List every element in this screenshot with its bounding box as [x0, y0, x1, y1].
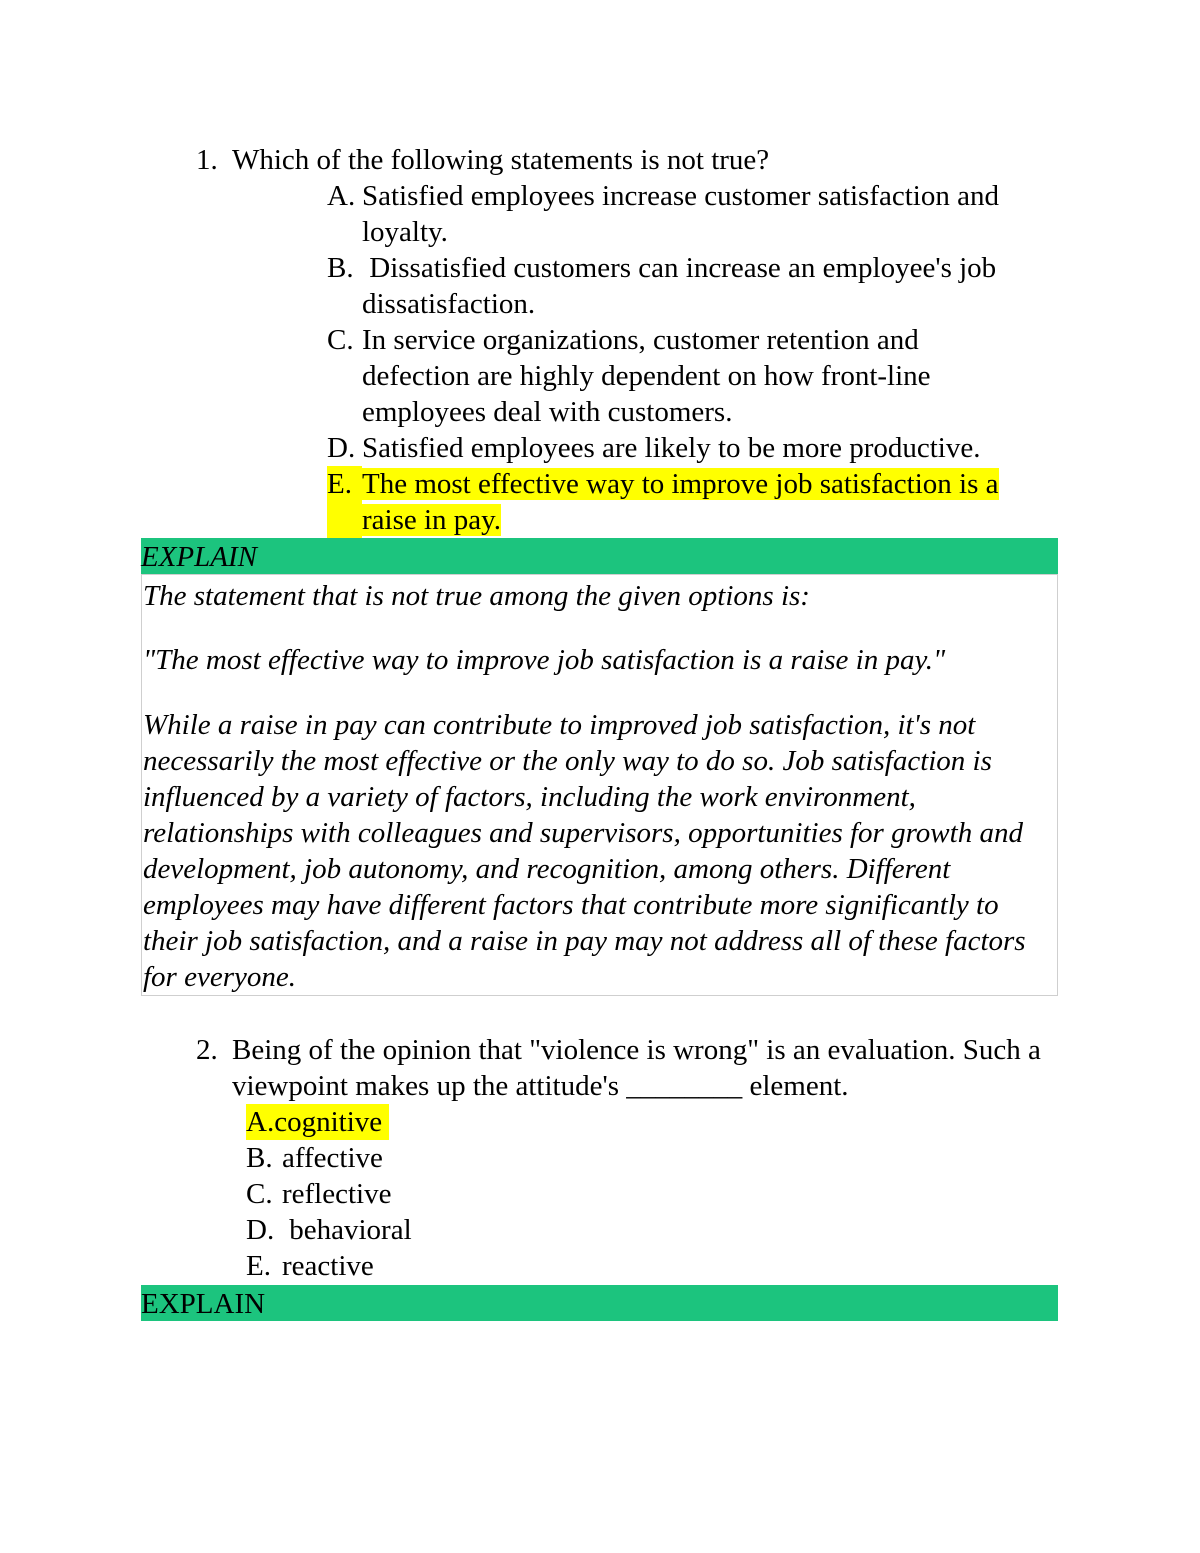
highlighted-answer: The most effective way to improve job satisfaction is a raise in pay.	[362, 468, 999, 536]
explanation-paragraph: While a raise in pay can contribute to improved job satisfaction, it's not necessarily the most effective or the only way to do so. Job satisfaction is influenced by a variety of factors, including the work environment, relationships with colleagues and supervisors, opportunities for growth and development, job autonomy, and recognition, among others. Different employees may have different factors that contribute more significantly to their job satisfaction, and a raise in pay may not address all of these factors for everyone.	[143, 709, 1026, 993]
explain-header-2: EXPLAIN	[141, 1285, 1058, 1321]
option-text: reflective	[282, 1178, 392, 1210]
option-2e	[246, 1248, 1066, 1284]
question-2-options	[246, 1104, 1066, 1284]
option-letter: E.	[246, 1250, 271, 1282]
option-2d	[246, 1212, 1066, 1248]
explanation-paragraph: The statement that is not true among the given options is:	[143, 580, 810, 612]
option-text: Satisfied employees increase customer satisfaction and loyalty.	[362, 180, 999, 248]
question-1-number: 1.	[196, 144, 218, 176]
option-letter: C.	[246, 1178, 273, 1210]
option-letter: A.	[327, 180, 356, 212]
question-2	[196, 1032, 1066, 1284]
option-text: affective	[282, 1142, 383, 1174]
option-2a-correct	[246, 1104, 1066, 1140]
option-1a	[327, 178, 1057, 250]
option-letter: C.	[327, 324, 354, 356]
question-1-text: Which of the following statements is not true?	[232, 144, 770, 176]
question-1-options	[327, 178, 1057, 538]
option-letter: E.	[327, 466, 362, 538]
option-text: reactive	[282, 1250, 374, 1282]
option-text: In service organizations, customer retention and defection are highly dependent on how front-line employees deal with customers.	[362, 324, 931, 428]
option-text: Dissatisfied customers can increase an employee's job dissatisfaction.	[362, 252, 1004, 320]
option-text: behavioral	[282, 1214, 412, 1246]
option-text: cognitive	[274, 1106, 390, 1138]
question-2-number: 2.	[196, 1034, 218, 1066]
option-letter: B.	[327, 252, 354, 284]
option-letter: B.	[246, 1142, 273, 1174]
question-1	[196, 142, 1066, 538]
explanation-box-1	[141, 574, 1058, 996]
option-1e-correct	[327, 466, 1057, 538]
option-2c	[246, 1176, 1066, 1212]
option-2b	[246, 1140, 1066, 1176]
option-1c	[327, 322, 1057, 430]
question-2-text: Being of the opinion that "violence is wrong" is an evaluation. Such a viewpoint makes up the attitude's ________ element.	[232, 1034, 1041, 1102]
option-letter: A.	[246, 1106, 275, 1138]
option-1b	[327, 250, 1057, 322]
option-letter: D.	[246, 1214, 275, 1246]
explanation-paragraph: "The most effective way to improve job satisfaction is a raise in pay."	[143, 644, 946, 676]
explain-header-1: EXPLAIN	[141, 538, 1058, 574]
option-1d	[327, 430, 1057, 466]
option-text	[362, 466, 1057, 538]
option-letter: D.	[327, 432, 356, 464]
highlighted-answer	[246, 1104, 389, 1140]
option-text: Satisfied employees are likely to be more productive.	[362, 432, 981, 464]
